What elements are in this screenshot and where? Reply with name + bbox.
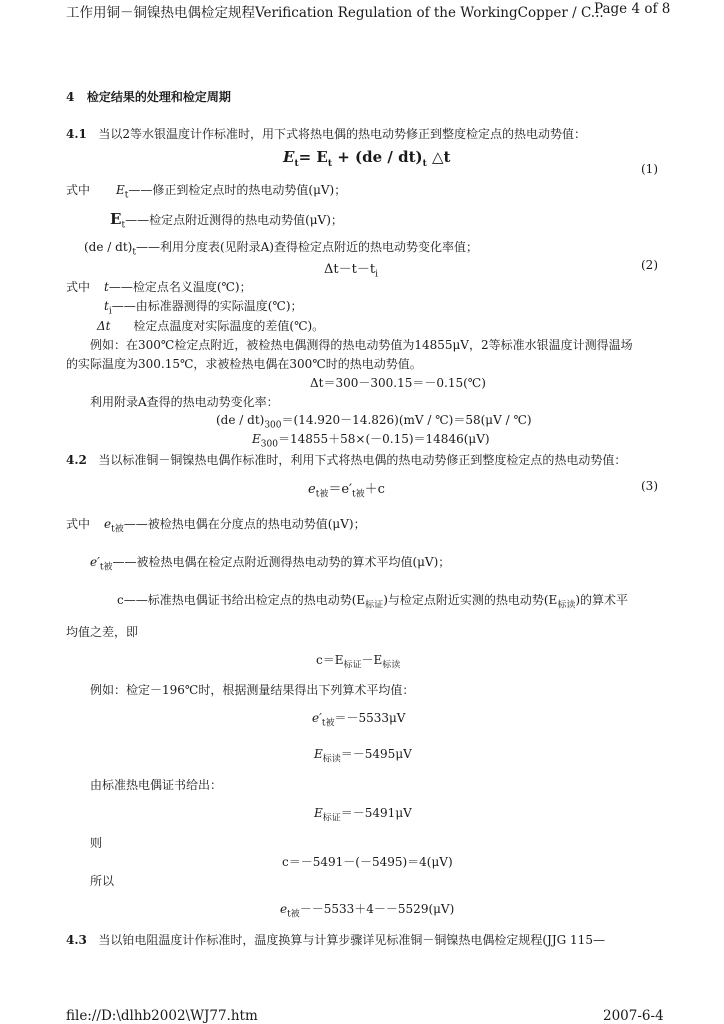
definition-row: $E_t——$检定点附近测得的热电动势值(μV)； xyxy=(110,210,343,231)
value-line: $e'_{t被}=-5533\mu V$ xyxy=(312,711,406,729)
paragraph-4-2 xyxy=(66,451,626,468)
section-heading xyxy=(66,88,231,105)
formula-c: $c=E_{标证}-E_{标读}$ xyxy=(316,653,401,671)
clause-text: 当以铂电阻温度计作标准时，温度换算与计算步骤详见标准铜－铜镍热电偶检定规程(JJG 115— xyxy=(98,933,605,947)
where-label: 式中 xyxy=(66,517,91,531)
document-title: 工作用铜－铜镍热电偶检定规程Verification Regulation of the WorkingCopper / C... xyxy=(66,5,604,21)
example-paragraph: 例如：在300℃检定点附近，被检热电偶测得的热电动势值为14855μV，2等标准水银温度计测得温场 xyxy=(90,338,633,352)
section-number: 4 xyxy=(66,90,75,104)
calculation-line: Δt＝300－300.15＝－0.15(℃) xyxy=(310,376,486,390)
appendix-line: 利用附录A查得的热电动势变化率： xyxy=(90,395,279,409)
clause-number: 4.1 xyxy=(66,127,87,141)
calculation-line: $(de / dt)_{300}=(14.920-14.826)(mV$ / ℃)＝58(μV / ℃) xyxy=(216,413,532,431)
clause-number: 4.3 xyxy=(66,933,87,947)
calculation-line: c＝－5491－(－5495)＝4(μV) xyxy=(282,855,453,869)
paragraph-4-3 xyxy=(66,931,605,948)
paragraph-4-1 xyxy=(66,125,586,142)
clause-number: 4.2 xyxy=(66,453,87,467)
so-label: 所以 xyxy=(90,874,115,888)
equation-number-2: (2) xyxy=(641,258,658,272)
definition-row: $E_t——$修正到检定点时的热电动势值(μV)； xyxy=(116,183,347,201)
footer-file-path: file://D:\dlhb2002\WJ77.htm xyxy=(66,1008,258,1024)
value-line: $E_{标证}=-5491\mu V$ xyxy=(314,806,412,824)
definition-row: $e_{t被}——$被检热电偶在分度点的热电动势值(μV)； xyxy=(104,517,366,535)
footer-date: 2007-6-4 xyxy=(603,1008,664,1024)
definition-row: $(de / dt)_t——$利用分度表(见附录A)查得检定点附近的热电动势变化率值； xyxy=(84,240,478,258)
page-number: Page 4 of 8 xyxy=(594,1,671,17)
definition-row: t——检定点名义温度(℃)； xyxy=(104,280,252,294)
where-label: 式中 xyxy=(66,280,91,294)
equation-number-1: (1) xyxy=(641,162,658,176)
example-paragraph: 例如：检定－196℃时，根据测量结果得出下列算术平均值： xyxy=(90,683,415,697)
formula-1: $E_t= E_t + (de / dt)_t$ △t xyxy=(283,148,451,169)
calculation-line: $E_{300}=14855+58\times(-0.15)=14846(\mu V)$ xyxy=(252,432,490,450)
calculation-line: $e_{t被}--5533+4--5529(\mu V)$ xyxy=(280,902,455,920)
formula-2: $\Delta t-t-t_i$ xyxy=(324,262,378,280)
where-label: 式中 xyxy=(66,183,91,197)
definition-row-cont: 均值之差，即 xyxy=(66,625,139,639)
value-line: $E_{标读}=-5495\mu V$ xyxy=(314,747,412,765)
clause-text: 当以标准铜－铜镍热电偶作标准时，利用下式将热电偶的热电动势修正到整度检定点的热电动势值： xyxy=(98,453,627,467)
example-paragraph-cont: 的实际温度为300.15℃，求被检热电偶在300℃时的热电动势值。 xyxy=(66,357,422,371)
clause-text: 当以2等水银温度计作标准时，用下式将热电偶的热电动势修正到整度检定点的热电动势值： xyxy=(98,127,586,141)
definition-row: $t_i——$由标准器测得的实际温度(℃)； xyxy=(104,299,303,317)
then-label: 则 xyxy=(90,836,103,850)
definition-row: $e'_{t被}——$被检热电偶在检定点附近测得热电动势的算术平均值(μV)； xyxy=(90,555,451,573)
definition-row: c——标准热电偶证书给出检定点的热电动势$(E_{标证})$与检定点附近实测的热电动势$(E_{标读})$的算术平 xyxy=(117,593,629,611)
formula-3: $e_{t被}=e'_{t被}+c$ xyxy=(308,482,385,500)
definition-row: Δt 检定点温度对实际温度的差值(℃)。 xyxy=(97,319,325,333)
cert-line: 由标准热电偶证书给出： xyxy=(90,778,223,792)
section-title: 检定结果的处理和检定周期 xyxy=(86,90,231,104)
equation-number-3: (3) xyxy=(641,479,658,493)
